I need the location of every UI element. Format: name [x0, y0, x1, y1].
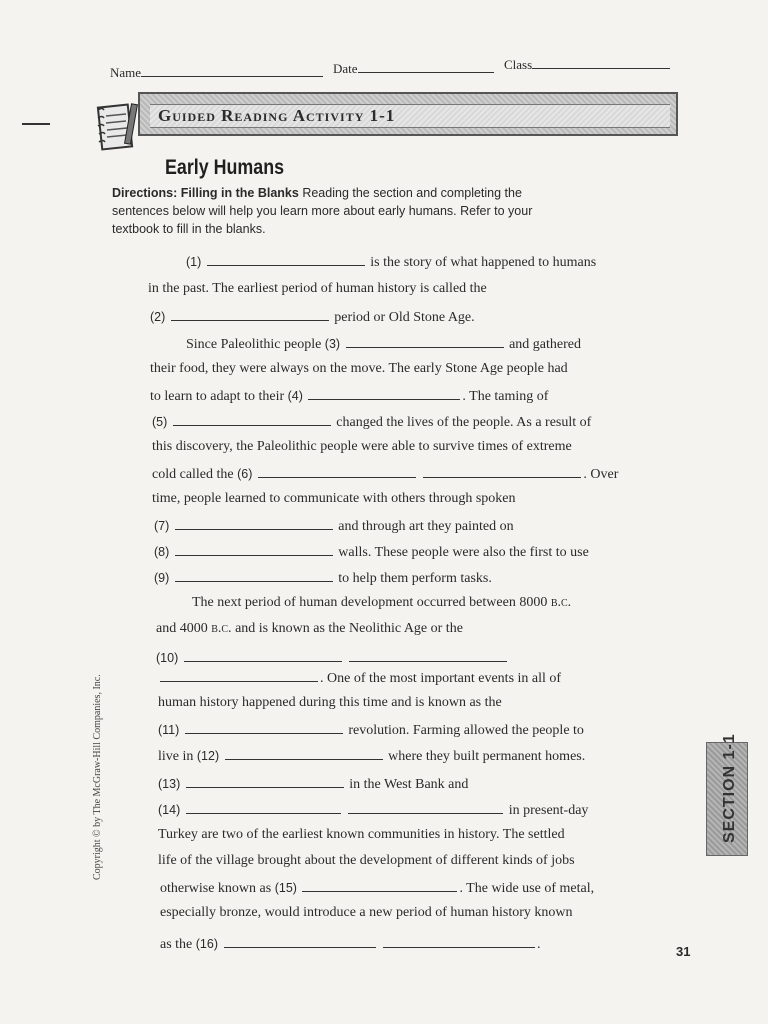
passage-line [158, 694, 502, 712]
blank-number: (14) [158, 803, 181, 817]
passage-line [156, 648, 509, 668]
blank-16b[interactable] [383, 934, 535, 948]
passage-line [156, 620, 463, 638]
blank-6b[interactable] [423, 464, 581, 478]
passage-text: walls. These people were also the first to use [338, 545, 589, 560]
passage-text: in present-day [508, 803, 589, 818]
passage-line [186, 334, 581, 354]
passage-line [150, 386, 548, 406]
class-line [532, 56, 670, 69]
blank-number: (8) [154, 545, 170, 559]
passage-line [150, 307, 475, 327]
blank-4[interactable] [308, 386, 460, 400]
page-title: Early Humans [165, 156, 285, 179]
passage-text: time, people learned to communicate with others through spoken [152, 491, 516, 506]
blank-number: (1) [186, 255, 202, 269]
passage-text: is the story of what happened to humans [370, 255, 597, 270]
blank-15[interactable] [302, 878, 457, 892]
passage-text: life of the village brought about the development of different kinds of jobs [158, 853, 575, 868]
passage-text: cold called the [152, 467, 234, 482]
passage-text: and 4000 [156, 621, 208, 636]
page-number: 31 [676, 944, 691, 959]
passage-text: revolution. Farming allowed the people to [348, 723, 584, 738]
passage-text: to learn to adapt to their [150, 389, 285, 404]
blank-8[interactable] [175, 542, 333, 556]
blank-10c[interactable] [160, 668, 318, 682]
passage-text: . The taming of [462, 389, 549, 404]
class-label: Class [504, 57, 533, 72]
passage-text: in the West Bank and [349, 777, 469, 792]
passage-line [158, 852, 575, 870]
blank-14b[interactable] [348, 800, 503, 814]
passage-text: especially bronze, would introduce a new period of human history known [160, 905, 573, 920]
passage-text: b.c. [550, 595, 572, 610]
passage-line [158, 668, 561, 688]
passage-line [152, 464, 618, 484]
blank-11[interactable] [185, 720, 343, 734]
blank-number: (15) [274, 881, 297, 895]
directions-label: Directions: Filling in the Blanks [112, 186, 299, 200]
blank-10a[interactable] [184, 648, 342, 662]
date-field[interactable] [333, 60, 494, 77]
passage-text: b.c. [211, 621, 232, 636]
blank-number: (12) [196, 749, 220, 763]
class-field[interactable] [504, 56, 670, 73]
blank-2[interactable] [171, 307, 329, 321]
passage-line [152, 490, 516, 508]
blank-number: (9) [154, 571, 170, 585]
blank-9[interactable] [175, 568, 333, 582]
passage-text: . [537, 937, 541, 952]
blank-12[interactable] [225, 746, 383, 760]
passage-text: period or Old Stone Age. [334, 310, 475, 325]
blank-14a[interactable] [186, 800, 341, 814]
blank-10b[interactable] [349, 648, 507, 662]
passage-line [160, 878, 594, 898]
passage-line [186, 252, 596, 272]
passage-line [154, 568, 492, 588]
blank-number: (11) [158, 723, 180, 737]
passage-text: . The wide use of metal, [459, 881, 595, 896]
passage-line [154, 542, 589, 562]
passage-line [158, 800, 588, 820]
blank-3[interactable] [346, 334, 504, 348]
passage-line [150, 360, 568, 378]
passage-text: their food, they were always on the move. The early Stone Age people had [150, 361, 568, 376]
passage-text: . Over [583, 467, 619, 482]
passage-text: Since Paleolithic people [186, 337, 322, 352]
passage-text: and through art they painted on [338, 519, 514, 534]
blank-6a[interactable] [258, 464, 416, 478]
banner-title: Guided Reading Activity 1-1 [158, 106, 396, 125]
blank-number: (16) [195, 937, 218, 951]
passage-text: Turkey are two of the earliest known communities in history. The settled [158, 827, 565, 842]
blank-number: (10) [156, 651, 179, 665]
passage-text: in the past. The earliest period of human history is called the [148, 281, 487, 296]
passage-text: and is known as the Neolithic Age or the [235, 621, 463, 636]
passage-line [160, 904, 573, 922]
passage-text: and gathered [509, 337, 581, 352]
blank-number: (2) [150, 310, 166, 324]
blank-number: (5) [152, 415, 168, 429]
passage-line [154, 516, 514, 536]
passage-text: live in [158, 749, 194, 764]
passage-text: . One of the most important events in all of [320, 671, 562, 686]
blank-13[interactable] [186, 774, 344, 788]
passage-text: The next period of human development occurred between 8000 [192, 595, 548, 610]
passage-line [160, 934, 541, 954]
passage-line [192, 594, 571, 612]
blank-1[interactable] [207, 252, 365, 266]
directions [112, 184, 572, 238]
passage-line [158, 746, 585, 766]
passage-text: otherwise known as [160, 881, 272, 896]
section-tab [706, 733, 748, 856]
name-line [141, 64, 323, 77]
notebook-icon [92, 100, 140, 154]
copyright-notice: Copyright © by The McGraw-Hill Companies, Inc. [92, 674, 103, 880]
blank-5[interactable] [173, 412, 331, 426]
blank-number: (7) [154, 519, 170, 533]
passage-text: changed the lives of the people. As a result of [336, 415, 592, 430]
passage-line [148, 280, 487, 298]
blank-number: (3) [324, 337, 341, 351]
passage-line [152, 412, 591, 432]
passage-line [152, 438, 572, 456]
section-tab-label: SECTION 1-1 [721, 733, 738, 843]
passage-text: as the [160, 937, 193, 952]
blank-number: (4) [287, 389, 303, 403]
blank-7[interactable] [175, 516, 333, 530]
date-line [358, 60, 494, 73]
date-label: Date [333, 61, 358, 76]
passage-text: where they built permanent homes. [388, 749, 586, 764]
activity-banner [138, 92, 678, 136]
passage-line [158, 720, 584, 740]
margin-mark [22, 123, 50, 125]
passage-text: human history happened during this time and is known as the [158, 695, 502, 710]
passage-line [158, 774, 468, 794]
passage-line [158, 826, 565, 844]
directions-text: Reading the section and completing the sentences below will help you learn more about early humans. Refer to your textbook to fill in the blanks. [112, 186, 533, 236]
passage-text: to help them perform tasks. [338, 571, 492, 586]
name-field[interactable] [110, 64, 323, 81]
blank-number: (13) [158, 777, 181, 791]
blank-number: (6) [237, 467, 253, 481]
name-label: Name [110, 65, 142, 80]
blank-16a[interactable] [224, 934, 376, 948]
passage-text: this discovery, the Paleolithic people were able to survive times of extreme [152, 439, 572, 454]
